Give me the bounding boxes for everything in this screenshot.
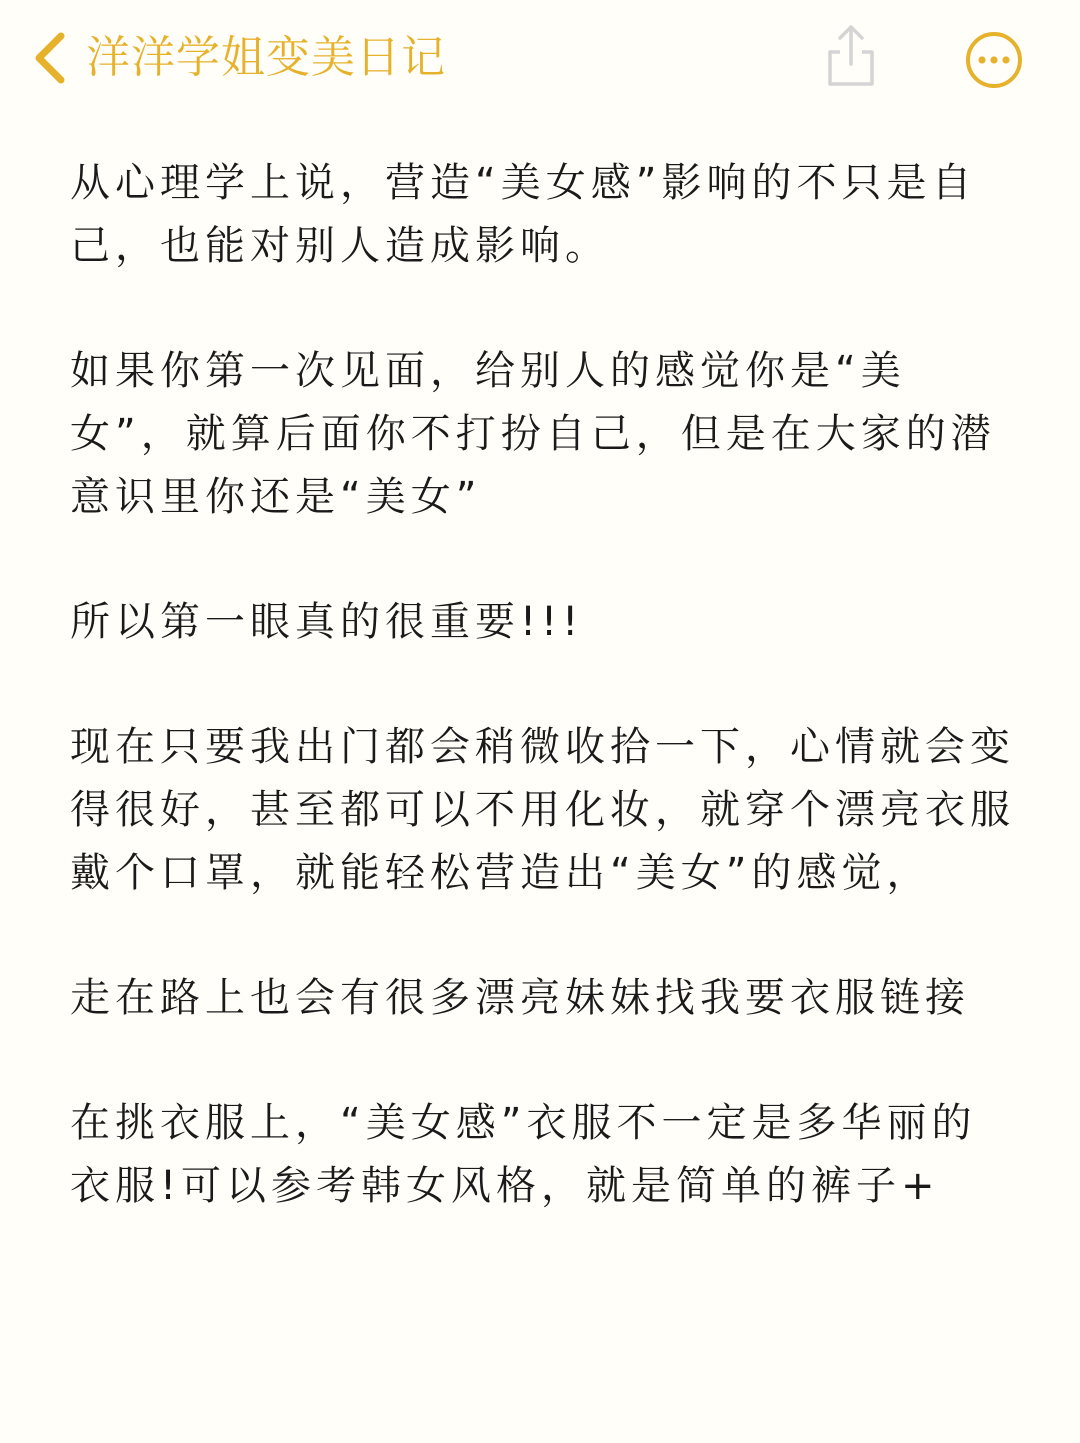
- back-button[interactable]: [30, 30, 70, 86]
- navigation-bar: [0, 0, 1080, 115]
- more-options-button[interactable]: [964, 30, 1024, 90]
- paragraph-4: 现在只要我出门都会稍微收拾一下，心情就会变得很好，甚至都可以不用化妆，就穿个漂亮衣服戴个口罩，就能轻松营造出“美女”的感觉，: [70, 724, 1015, 896]
- paragraph-6: 在挑衣服上，“美女感”衣服不一定是多华丽的衣服!可以参考韩女风格，就是简单的裤子+: [70, 1100, 977, 1209]
- share-button[interactable]: [822, 22, 880, 90]
- share-icon: [822, 22, 880, 90]
- paragraph-2: 如果你第一次见面，给别人的感觉你是“美女”，就算后面你不打扮自己，但是在大家的潜意识里你还是“美女”: [70, 348, 996, 520]
- note-title: 洋洋学姐变美日记: [86, 32, 446, 83]
- chevron-left-icon: [33, 32, 67, 84]
- note-body: [70, 152, 1015, 1280]
- paragraph-1: 从心理学上说，营造“美女感”影响的不只是自己，也能对别人造成影响。: [70, 160, 977, 269]
- more-icon: [964, 30, 1024, 90]
- paragraph-5: 走在路上也会有很多漂亮妹妹找我要衣服链接: [70, 975, 970, 1021]
- paragraph-3: 所以第一眼真的很重要!!!: [70, 599, 584, 645]
